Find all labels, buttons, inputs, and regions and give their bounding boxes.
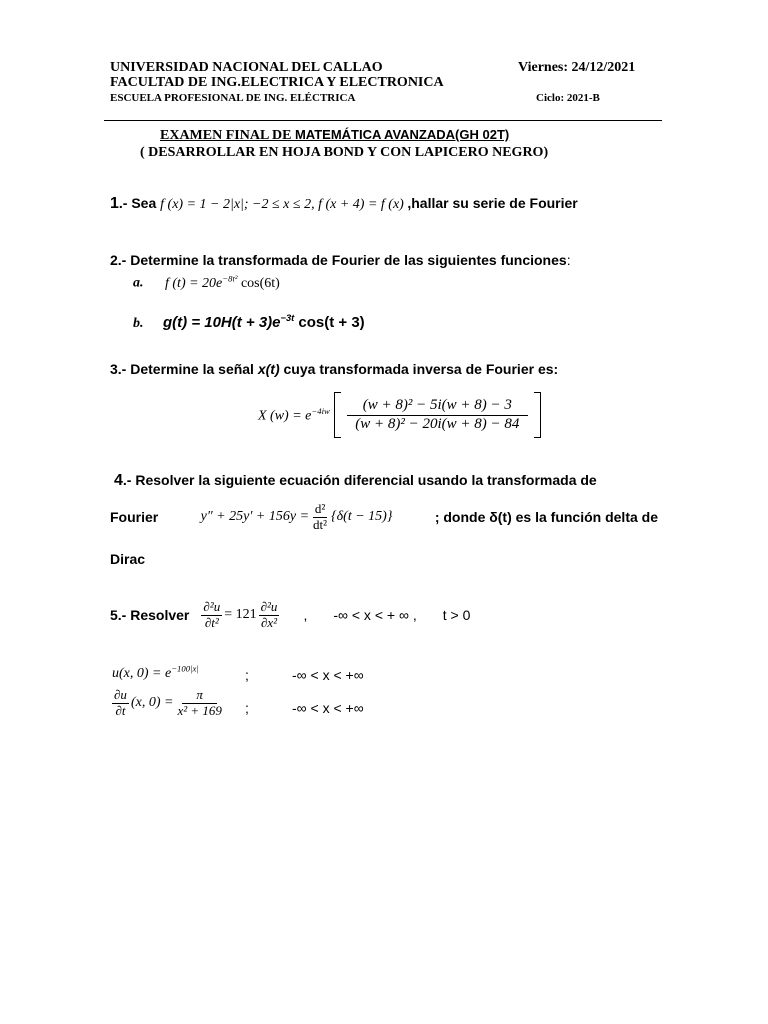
- q2-item-b: b. $g(t) = 10H(t + 3)e^{-3t}$ cos(t + 3): [133, 313, 365, 331]
- faculty-name: FACULTAD DE ING.ELECTRICA Y ELECTRONICA: [110, 75, 444, 90]
- q4-dirac: Dirac: [110, 551, 146, 567]
- exam-cycle: Ciclo: 2021-B: [536, 92, 600, 104]
- q4-equation-line: Fourier y″ + 25y′ + 156y = $\frac{\text{d²}}{\text{dt²}}$ {δ(t − 15)} ; donde δ(t) es la función delta de: [110, 501, 658, 532]
- q5-initial-condition-1: u(x, $0) = e^{-100|x|}$: [112, 663, 199, 681]
- q5-ic1-domain: -∞ < x < +∞: [292, 667, 364, 683]
- question-2: 2.- Determine la transformada de Fourier de las siguientes funciones:: [110, 252, 571, 268]
- q1-formula: f (x) = 1 − 2|x|; −2 ≤ x ≤ 2, f (x + 4) = f (x): [160, 197, 404, 212]
- exam-instructions: ( DESARROLLAR EN HOJA BOND Y CON LAPICERO NEGRO): [140, 145, 549, 160]
- q3-formula: X $(w) = e^{-4iw}$ $\frac{\text{(w + 8)² − 5i(w + 8) − 3}}{\text{(w + 8)² − 20i(w + 8) − 84}}$: [258, 392, 541, 438]
- question-3: 3.- Determine la señal x(t) cuya transformada inversa de Fourier es:: [110, 361, 559, 377]
- q5-initial-condition-2: $\frac{\partial u}{\partial t}$ (x, 0) = $\frac{\pi}{\text{x² + 169}}$: [114, 687, 222, 718]
- q2-item-a: a. f $(t) = 20e^{-8t^2}$ cos(6t): [133, 273, 280, 291]
- q5-ic2-separator: ;: [245, 700, 249, 716]
- question-1: 1.- Sea f (x) = 1 − 2|x|; −2 ≤ x ≤ 2, f (x + 4) = f (x) ,hallar su serie de Fourier: [110, 195, 578, 212]
- q5-ic2-domain: -∞ < x < +∞: [292, 700, 364, 716]
- exam-date: Viernes: 24/12/2021: [518, 60, 636, 75]
- school-name: ESCUELA PROFESIONAL DE ING. ELÉCTRICA: [110, 92, 356, 104]
- header-divider: [104, 120, 662, 121]
- question-5: 5.- Resolver $\frac{\text{∂²u}}{\text{∂t²}}$ = 121 $\frac{\text{∂²u}}{\text{∂x²}}$ , -∞ < x < + ∞ , t > 0: [110, 599, 471, 630]
- question-4: 4.- Resolver la siguiente ecuación diferencial usando la transformada de: [114, 472, 597, 489]
- q5-ic1-separator: ;: [245, 667, 249, 683]
- university-name: UNIVERSIDAD NACIONAL DEL CALLAO: [110, 60, 383, 75]
- exam-title: EXAMEN FINAL DE MATEMÁTICA AVANZADA(GH 02T): [160, 127, 510, 143]
